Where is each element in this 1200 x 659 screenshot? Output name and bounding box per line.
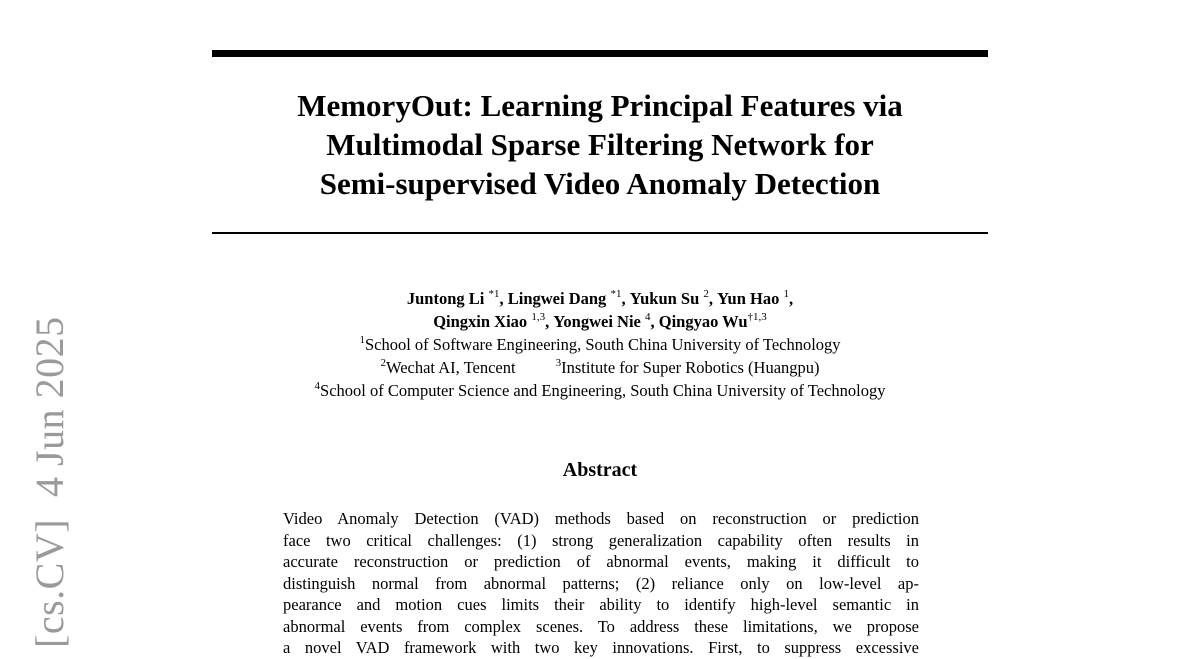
author-name: Qingyao Wu <box>658 312 748 331</box>
author-name: Lingwei Dang <box>507 289 607 308</box>
abstract-line: pearance and motion cues limits their ability to identify high-level semantic in <box>283 595 919 614</box>
arxiv-date: 4 Jun 2025 <box>27 316 72 497</box>
affiliation-1 <box>212 333 988 356</box>
abstract-line: face two critical challenges: (1) strong generalization capability often results in <box>283 530 919 550</box>
abstract-line: accurate reconstruction or prediction of abnormal events, making it difficult to <box>283 552 919 571</box>
affil-text: Wechat AI, Tencent <box>385 358 516 377</box>
title-line: Semi-supervised Video Anomaly Detection <box>319 166 881 201</box>
author-name: Yun Hao <box>717 289 780 308</box>
title-bottom-rule <box>212 232 988 234</box>
arxiv-category: [cs.CV] <box>27 518 72 648</box>
arxiv-side-stamp <box>27 316 72 648</box>
title-line: Multimodal Sparse Filtering Network for <box>326 127 874 162</box>
title-top-rule <box>212 50 988 57</box>
author-name: Yukun Su <box>629 289 700 308</box>
author-name: Juntong Li <box>406 289 485 308</box>
author-line-2: Qingxin Xiao $^{1,3}$, Yongwei Nie $^4$, Qingyao Wu$^{\dagger 1,3}$ <box>433 310 767 331</box>
abstract-line: distinguish normal from abnormal patterns; (2) reliance only on low-level ap- <box>283 573 919 593</box>
abstract-line: abnormal events from complex scenes. To address these limitations, we propose <box>283 616 919 636</box>
affil-number: 1 <box>359 333 365 346</box>
title-line: MemoryOut: Learning Principal Features via <box>297 88 903 123</box>
author-affil-mark: †1,3 <box>747 310 767 323</box>
author-affil-mark: 4 <box>644 310 651 323</box>
abstract-heading: Abstract <box>562 459 638 481</box>
affiliation-4 <box>212 379 988 402</box>
author-affil-mark: *1 <box>610 287 622 300</box>
author-block <box>212 287 988 402</box>
abstract-line: Video Anomaly Detection (VAD) methods based on reconstruction or prediction <box>283 509 919 528</box>
abstract-line: a novel VAD framework with two key innovations. First, to suppress excessive <box>283 638 919 657</box>
author-affil-mark: *1 <box>488 287 500 300</box>
affil-text: School of Software Engineering, South China University of Technology <box>364 335 841 354</box>
affiliation-2-3 <box>212 356 988 379</box>
affil-number: 3 <box>555 356 562 369</box>
author-affil-mark: 2 <box>703 287 709 300</box>
author-name: Yongwei Nie <box>553 312 641 331</box>
affil-text: Institute for Super Robotics (Huangpu) <box>561 358 820 377</box>
paper-title <box>212 86 988 203</box>
abstract-body <box>283 508 919 659</box>
affil-text: School of Computer Science and Engineering, South China University of Technology <box>320 381 886 400</box>
author-name: Qingxin Xiao <box>433 312 528 331</box>
author-affil-mark: 1,3 <box>531 310 546 323</box>
author-line-1: Juntong Li $^{*1}$, Lingwei Dang $^{*1}$, Yukun Su $^2$, Yun Hao $^1$, <box>406 287 794 308</box>
author-affil-mark: 1 <box>783 287 789 300</box>
affil-number: 4 <box>314 379 321 392</box>
affil-number: 2 <box>380 356 386 369</box>
